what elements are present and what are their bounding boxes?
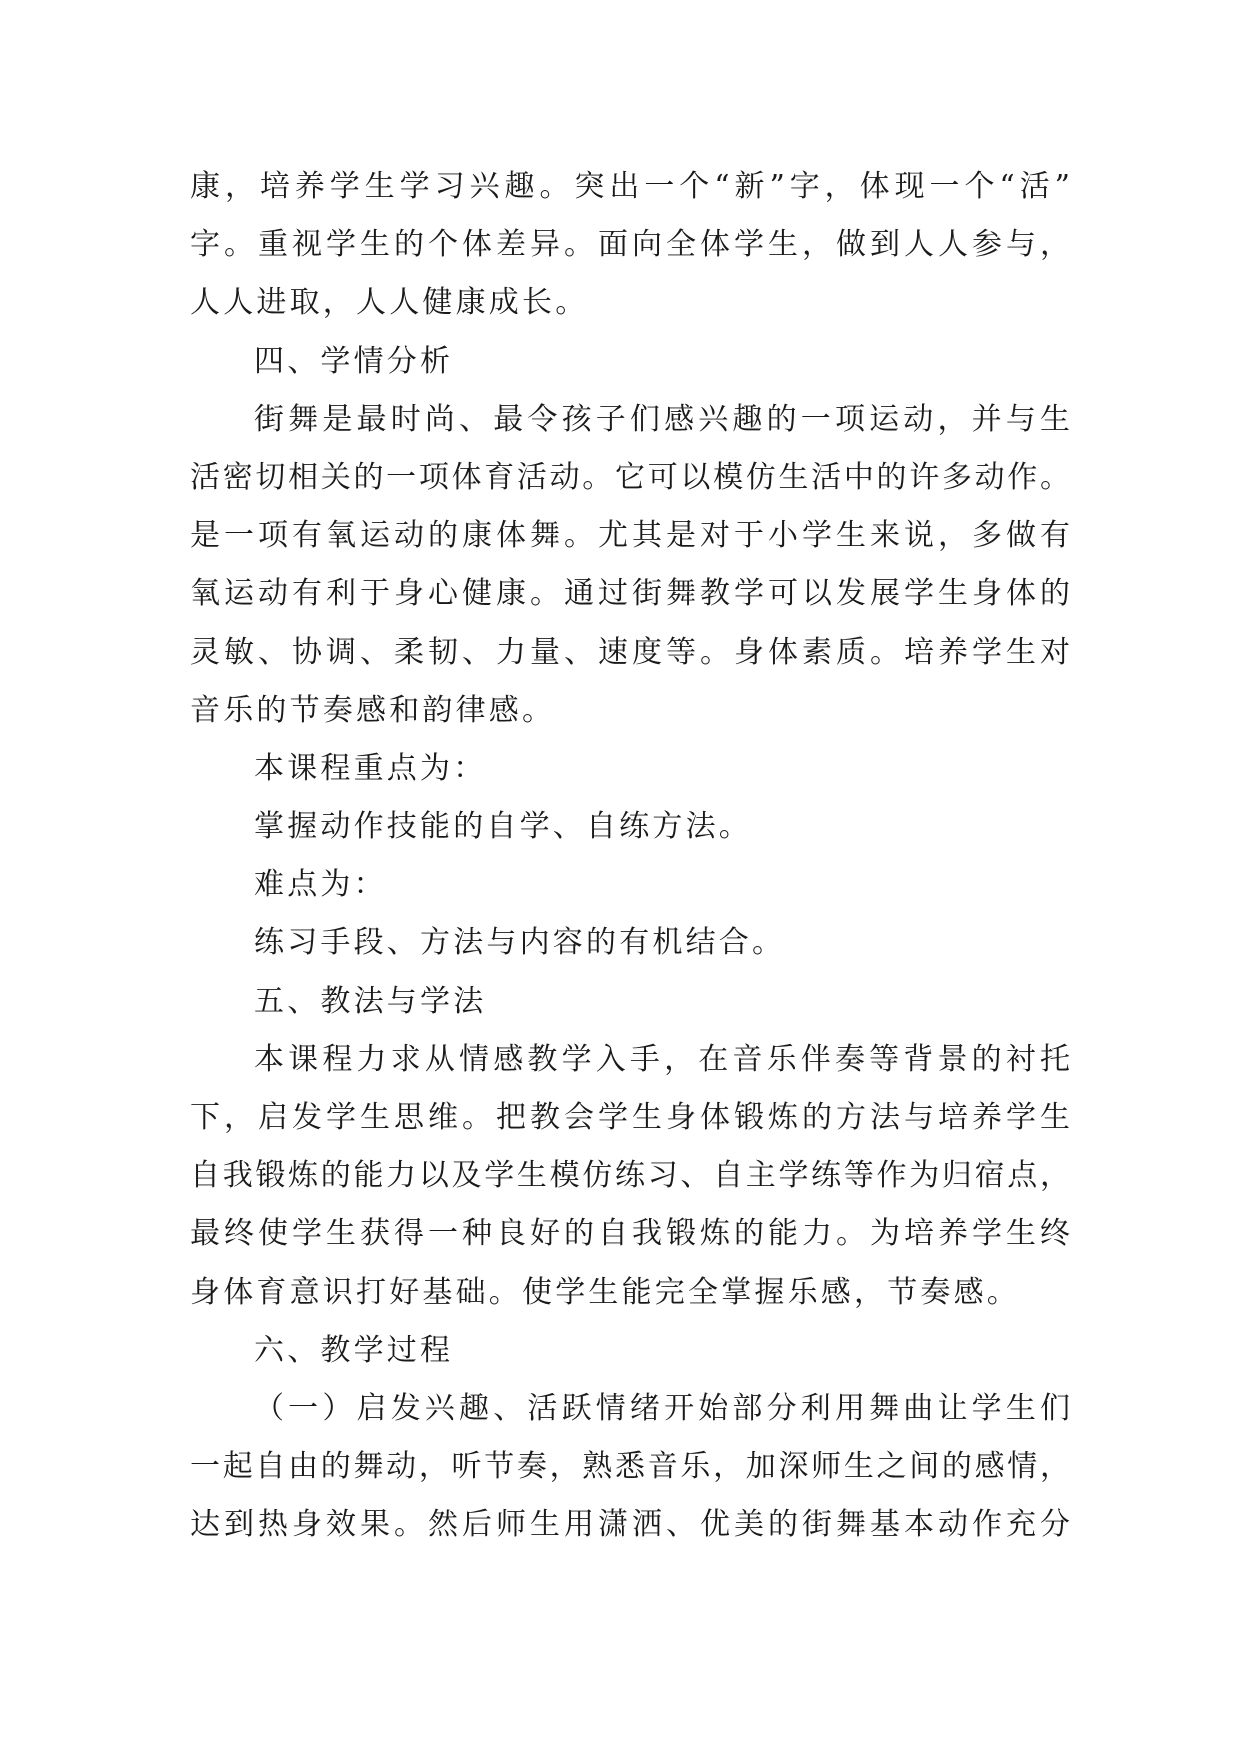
text-line: 氧运动有利于身心健康。通过街舞教学可以发展学生身体的 bbox=[190, 576, 1070, 612]
text-line: 四、学情分析 bbox=[254, 343, 454, 379]
text-line: 练习手段、方法与内容的有机结合。 bbox=[254, 925, 786, 961]
text-line: 人人进取，人人健康成长。 bbox=[190, 285, 589, 321]
text-line: 达到热身效果。然后师生用潇洒、优美的街舞基本动作充分 bbox=[190, 1507, 1070, 1543]
text-line: 是一项有氧运动的康体舞。尤其是对于小学生来说，多做有 bbox=[190, 518, 1070, 554]
text-line: 街舞是最时尚、最令孩子们感兴趣的一项运动，并与生 bbox=[254, 401, 1070, 437]
text-line: 自我锻炼的能力以及学生模仿练习、自主学练等作为归宿点， bbox=[190, 1158, 1070, 1194]
text-line: 一起自由的舞动，听节奏，熟悉音乐，加深师生之间的感情， bbox=[190, 1449, 1070, 1485]
text-line: 六、教学过程 bbox=[254, 1332, 454, 1368]
text-line: 活密切相关的一项体育活动。它可以模仿生活中的许多动作。 bbox=[190, 459, 1070, 495]
text-line: 字。重视学生的个体差异。面向全体学生，做到人人参与， bbox=[190, 227, 1070, 263]
text-line: 掌握动作技能的自学、自练方法。 bbox=[254, 809, 752, 845]
text-line: 本课程重点为： bbox=[254, 750, 487, 786]
body-text bbox=[190, 158, 1070, 1555]
text-line: 身体育意识打好基础。使学生能完全掌握乐感，节奏感。 bbox=[190, 1274, 1020, 1310]
text-line: 本课程力求从情感教学入手，在音乐伴奏等背景的衬托 bbox=[254, 1041, 1070, 1077]
text-line: 下，启发学生思维。把教会学生身体锻炼的方法与培养学生 bbox=[190, 1100, 1070, 1135]
text-line: 音乐的节奏感和韵律感。 bbox=[190, 692, 556, 728]
text-line: 难点为： bbox=[254, 867, 387, 903]
text-line: 五、教法与学法 bbox=[254, 983, 487, 1019]
text-line: 康，培养学生学习兴趣。突出一个“新”字，体现一个“活” bbox=[190, 169, 1070, 204]
text-line: 灵敏、协调、柔韧、力量、速度等。身体素质。培养学生对 bbox=[190, 634, 1070, 670]
text-line: （一）启发兴趣、活跃情绪开始部分利用舞曲让学生们 bbox=[254, 1390, 1070, 1426]
text-line: 最终使学生获得一种良好的自我锻炼的能力。为培养学生终 bbox=[190, 1216, 1070, 1252]
